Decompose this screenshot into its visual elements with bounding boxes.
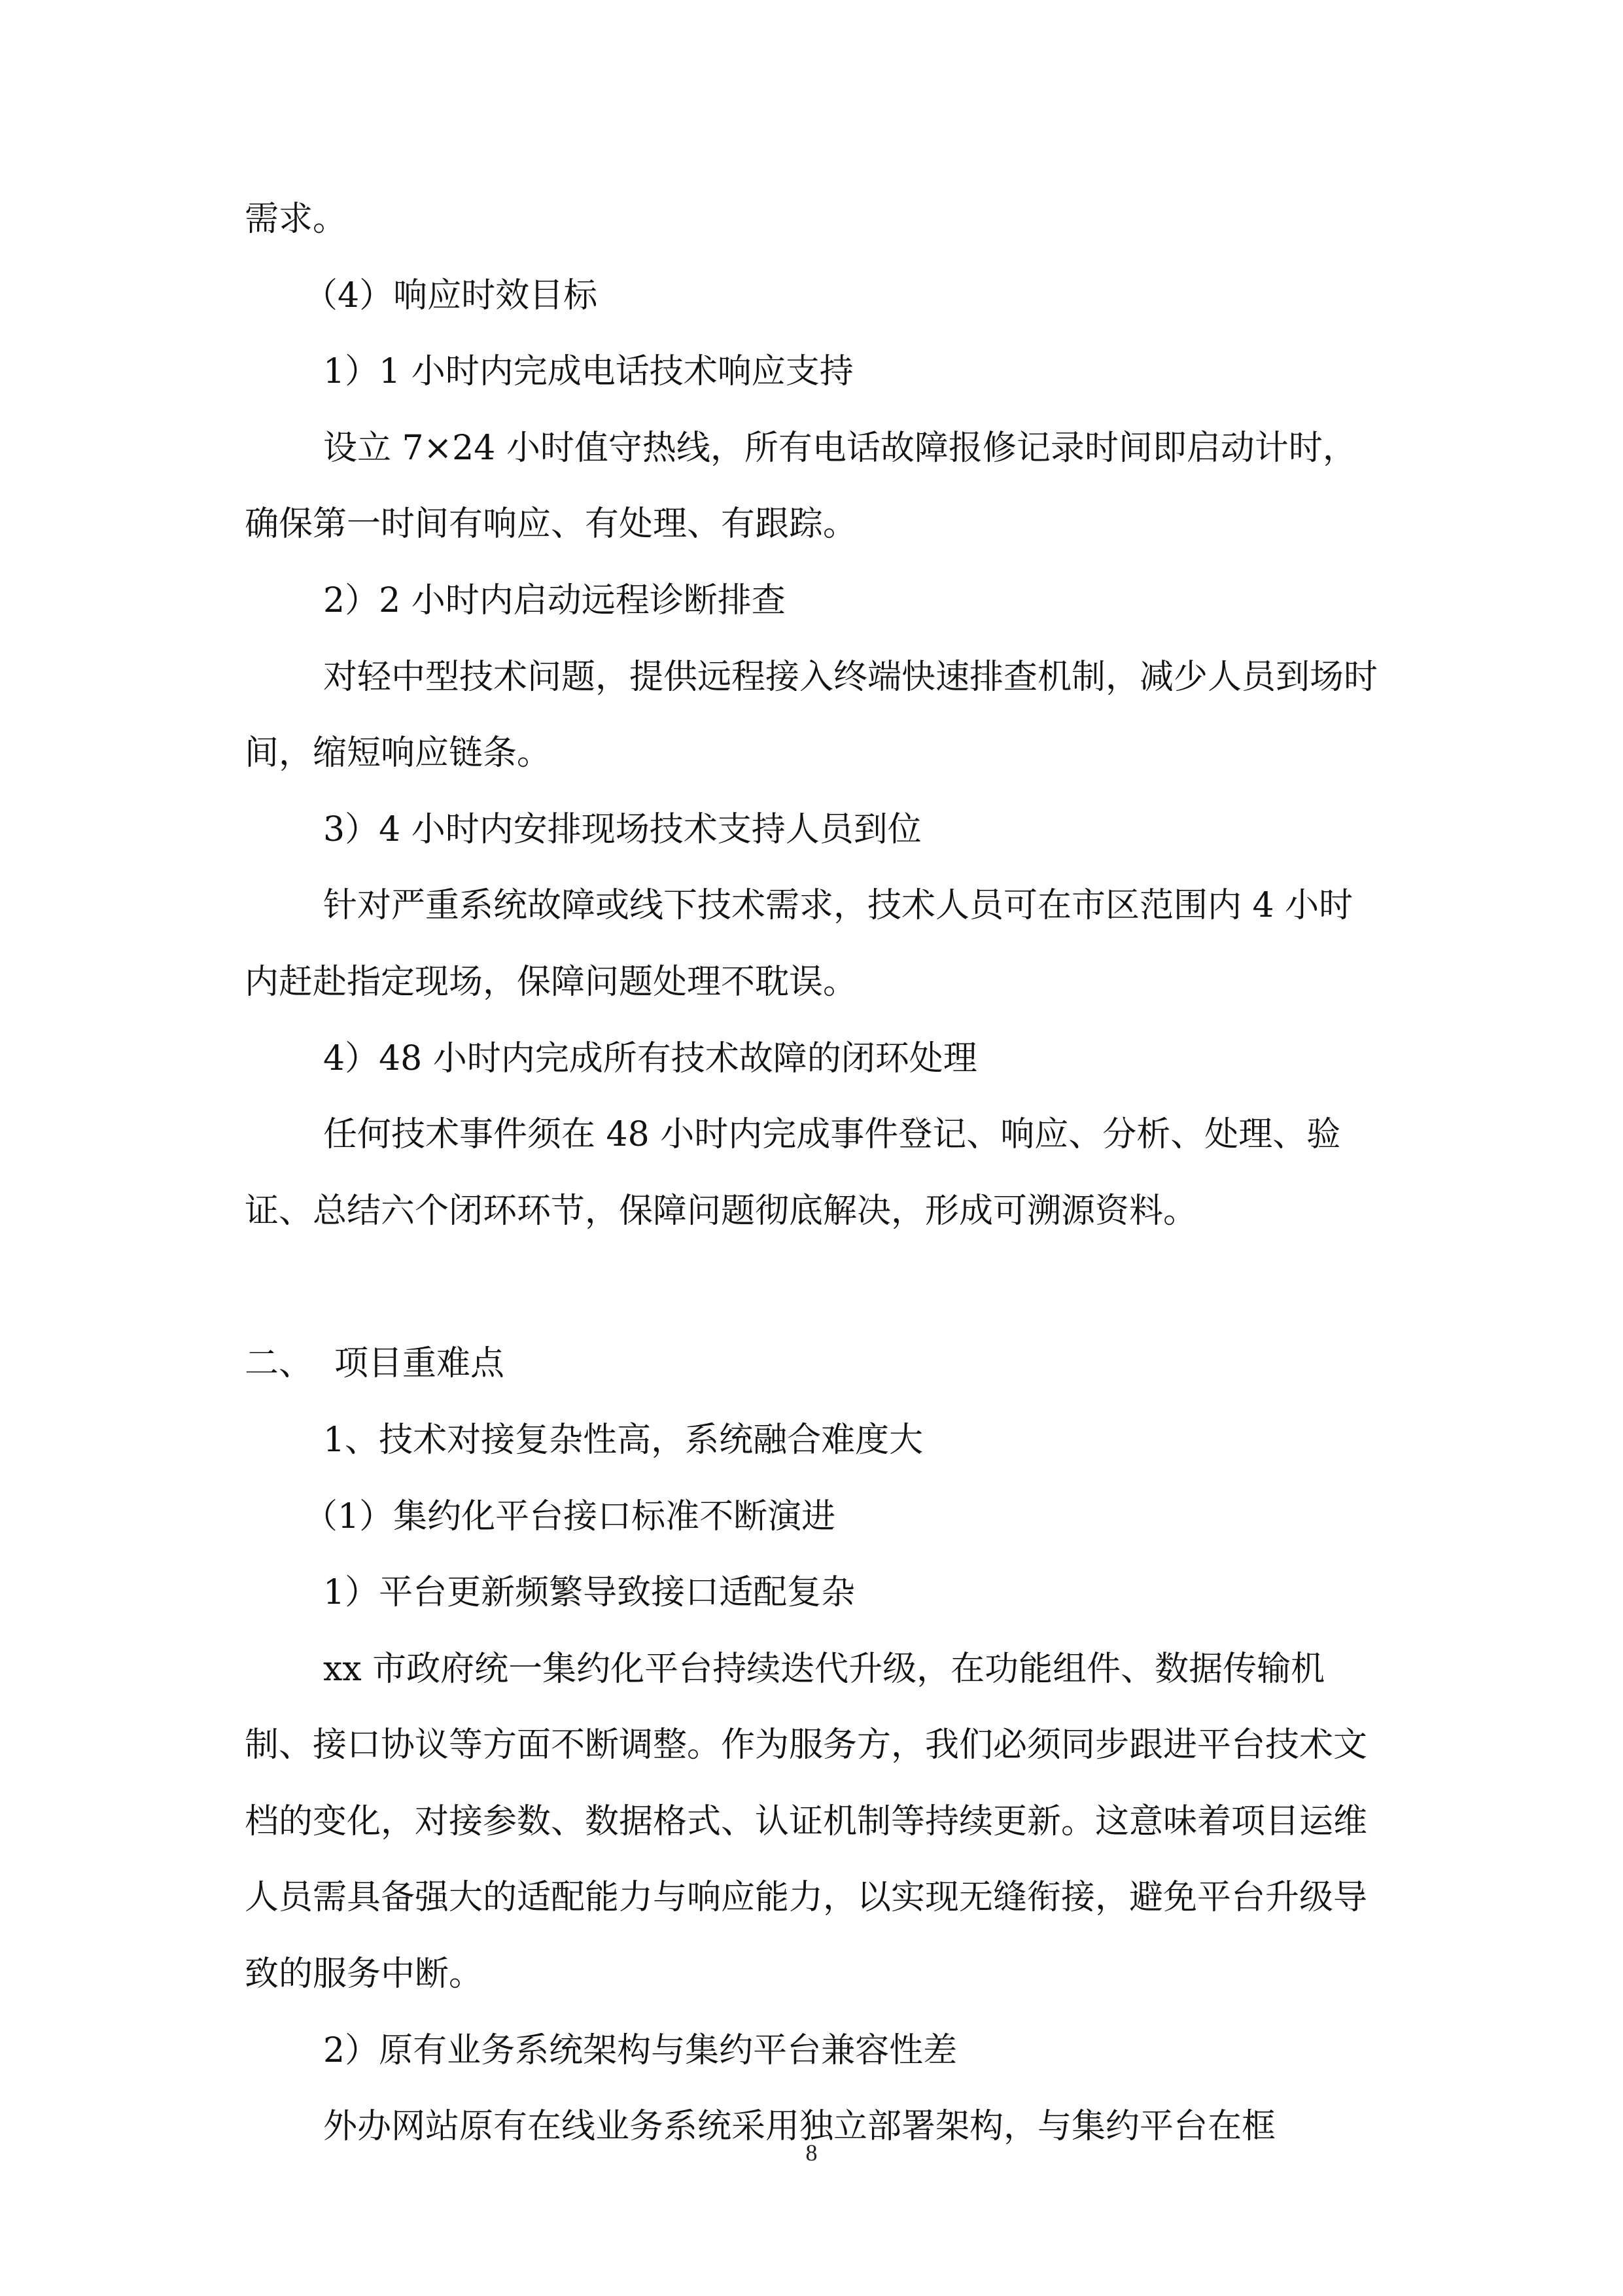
section-heading-key-difficulties: 二、 项目重难点 [245,1344,505,1384]
subheading-response-targets: （4）响应时效目标 [304,275,598,315]
paragraph-platform-iteration: xx 市政府统一集约化平台持续迭代升级，在功能组件、数据传输机制、接口协议等方面不断调整。作为服务方，我们必须同步跟进平台技术文档的变化，对接参数、数据格式、认证机制等持续更新。这意味着项目运维人员需具备强大的适配能力与响应能力，以实现无缝衔接，避免平台升级导致的服务中断。 [245,1649,1368,1994]
item-heading-compatibility: 2）原有业务系统架构与集约平台兼容性差 [323,2030,958,2070]
item-heading-4h: 3）4 小时内安排现场技术支持人员到位 [323,809,922,849]
paragraph-onsite-support: 针对严重系统故障或线下技术需求，技术人员可在市区范围内 4 小时内赶赴指定现场，保障问题处理不耽误。 [245,886,1353,1002]
subsection-heading-technical-integration: 1、技术对接复杂性高，系统融合难度大 [323,1420,924,1460]
paragraph-continuation: 需求。 [245,200,347,239]
item-heading-48h: 4）48 小时内完成所有技术故障的闭环处理 [323,1038,977,1078]
item-heading-1h: 1）1 小时内完成电话技术响应支持 [323,352,854,392]
paragraph-closed-loop: 任何技术事件须在 48 小时内完成事件登记、响应、分析、处理、验证、总结六个闭环环节，保障问题彻底解决，形成可溯源资料。 [245,1115,1341,1231]
document-body [245,181,1380,2165]
item-heading-2h: 2）2 小时内启动远程诊断排查 [323,580,786,620]
subheading-interface-standards: （1）集约化平台接口标准不断演进 [304,1496,836,1536]
paragraph-hotline: 设立 7×24 小时值守热线，所有电话故障报修记录时间即启动计时，确保第一时间有响应、有处理、有跟踪。 [245,428,1357,544]
paragraph-remote-diagnosis: 对轻中型技术问题，提供远程接入终端快速排查机制，减少人员到场时间，缩短响应链条。 [245,657,1378,773]
page-number: 8 [805,2140,818,2166]
item-heading-frequent-updates: 1）平台更新频繁导致接口适配复杂 [323,1573,856,1613]
paragraph-legacy-architecture: 外办网站原有在线业务系统采用独立部署架构，与集约平台在框 [323,2107,1276,2147]
